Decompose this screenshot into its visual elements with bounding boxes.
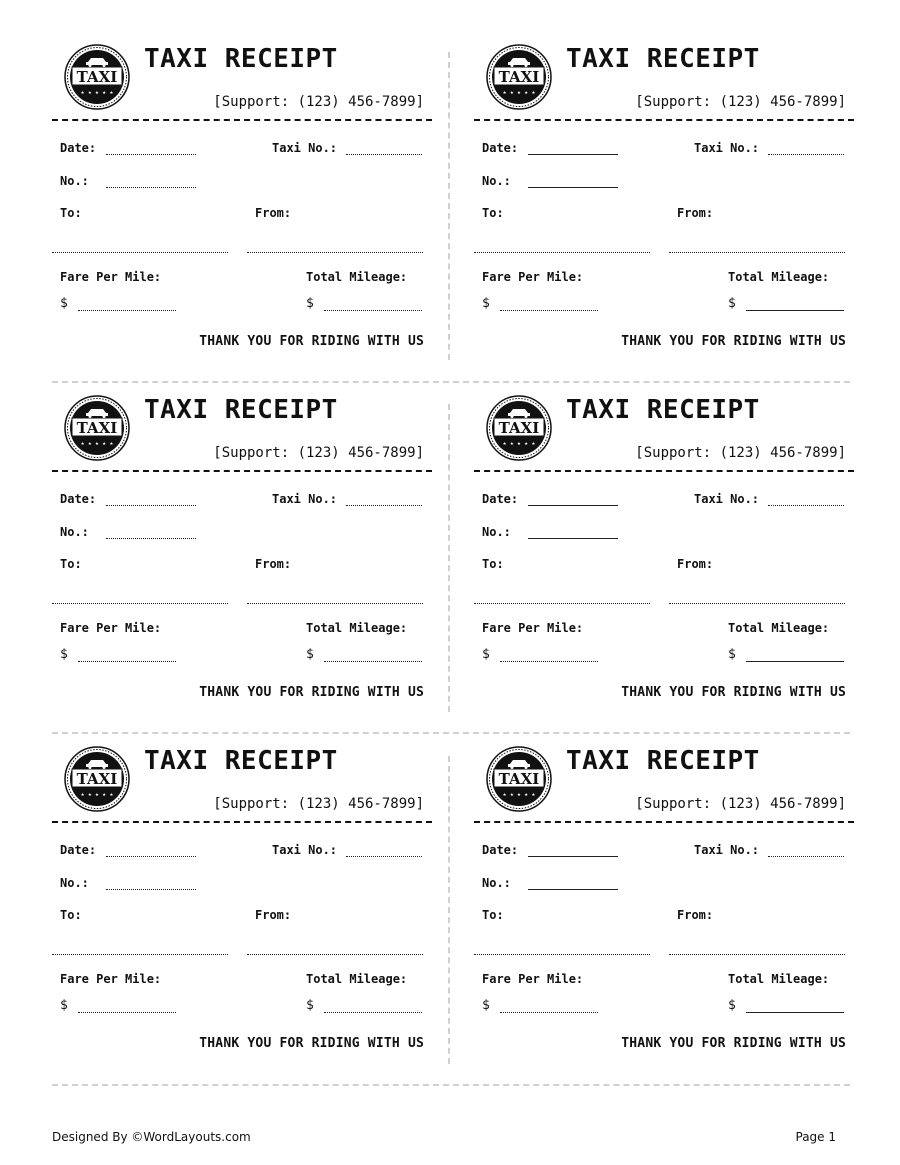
date-label: Date:: [482, 843, 519, 857]
page-number: Page 1: [795, 1130, 836, 1144]
taxi-receipt: [52, 44, 432, 364]
taxi-no-label: Taxi No.:: [694, 492, 760, 506]
total-mileage-label: Total Mileage:: [306, 270, 408, 284]
total-mileage-label: Total Mileage:: [728, 621, 830, 635]
thank-you-note: THANK YOU FOR RIDING WITH US: [621, 334, 846, 349]
taxi-no-label: Taxi No.:: [272, 492, 338, 506]
fare-currency: $: [482, 296, 490, 311]
taxi-no-field[interactable]: [768, 154, 844, 155]
total-mileage-label: Total Mileage:: [306, 621, 408, 635]
total-mileage-field[interactable]: [746, 661, 844, 662]
fare-per-mile-field[interactable]: [78, 310, 176, 311]
fare-currency: $: [482, 647, 490, 662]
number-field[interactable]: [106, 889, 196, 890]
taxi-logo-icon: [486, 746, 552, 812]
taxi-logo-icon: [64, 746, 130, 812]
total-mileage-label: Total Mileage:: [728, 270, 830, 284]
support-phone: [Support: (123) 456-7899]: [635, 796, 846, 812]
total-mileage-field[interactable]: [324, 310, 422, 311]
from-label: From:: [677, 557, 714, 571]
svg-text:★ ★ ★ ★ ★: ★ ★ ★ ★ ★: [502, 791, 536, 798]
mileage-currency: $: [306, 647, 314, 662]
date-label: Date:: [482, 141, 519, 155]
taxi-receipt: [474, 395, 854, 715]
fare-per-mile-label: Fare Per Mile:: [60, 270, 162, 284]
to-field[interactable]: [52, 603, 228, 604]
fare-per-mile-label: Fare Per Mile:: [60, 621, 162, 635]
date-label: Date:: [60, 492, 97, 506]
receipt-title: TAXI RECEIPT: [566, 395, 760, 425]
from-field[interactable]: [247, 252, 423, 253]
date-label: Date:: [482, 492, 519, 506]
taxi-receipt: [474, 746, 854, 1066]
taxi-no-field[interactable]: [346, 505, 422, 506]
support-phone: [Support: (123) 456-7899]: [213, 94, 424, 110]
to-field[interactable]: [52, 954, 228, 955]
fare-per-mile-field[interactable]: [500, 1012, 598, 1013]
taxi-logo-icon: [486, 44, 552, 110]
svg-text:TAXI: TAXI: [498, 770, 540, 788]
number-field[interactable]: [528, 187, 618, 188]
date-field[interactable]: [528, 505, 618, 506]
support-phone: [Support: (123) 456-7899]: [635, 94, 846, 110]
svg-text:TAXI: TAXI: [76, 419, 118, 437]
taxi-no-field[interactable]: [768, 856, 844, 857]
taxi-receipt: [474, 44, 854, 364]
total-mileage-label: Total Mileage:: [306, 972, 408, 986]
from-field[interactable]: [247, 954, 423, 955]
from-label: From:: [255, 206, 292, 220]
header-divider: [52, 821, 432, 823]
thank-you-note: THANK YOU FOR RIDING WITH US: [621, 685, 846, 700]
date-field[interactable]: [106, 856, 196, 857]
date-field[interactable]: [106, 505, 196, 506]
mileage-currency: $: [306, 296, 314, 311]
mileage-currency: $: [728, 296, 736, 311]
to-field[interactable]: [474, 954, 650, 955]
fare-per-mile-label: Fare Per Mile:: [482, 621, 584, 635]
fare-per-mile-label: Fare Per Mile:: [60, 972, 162, 986]
support-phone: [Support: (123) 456-7899]: [213, 796, 424, 812]
to-field[interactable]: [474, 603, 650, 604]
fare-per-mile-field[interactable]: [78, 1012, 176, 1013]
taxi-logo-icon: [64, 395, 130, 461]
taxi-logo-icon: [486, 395, 552, 461]
no-label: No.:: [60, 174, 89, 188]
mileage-currency: $: [306, 998, 314, 1013]
svg-text:★ ★ ★ ★ ★: ★ ★ ★ ★ ★: [80, 89, 114, 96]
no-label: No.:: [482, 525, 511, 539]
support-phone: [Support: (123) 456-7899]: [213, 445, 424, 461]
column-separator: [448, 756, 450, 1064]
total-mileage-field[interactable]: [746, 310, 844, 311]
fare-per-mile-field[interactable]: [500, 661, 598, 662]
from-label: From:: [255, 908, 292, 922]
header-divider: [52, 470, 432, 472]
date-label: Date:: [60, 141, 97, 155]
thank-you-note: THANK YOU FOR RIDING WITH US: [621, 1036, 846, 1051]
taxi-no-field[interactable]: [346, 154, 422, 155]
thank-you-note: THANK YOU FOR RIDING WITH US: [199, 1036, 424, 1051]
header-divider: [474, 470, 854, 472]
taxi-no-label: Taxi No.:: [272, 843, 338, 857]
designer-credit: Designed By ©WordLayouts.com: [52, 1130, 251, 1144]
support-phone: [Support: (123) 456-7899]: [635, 445, 846, 461]
taxi-logo-icon: [64, 44, 130, 110]
number-field[interactable]: [528, 538, 618, 539]
to-label: To:: [482, 557, 504, 571]
to-label: To:: [482, 206, 504, 220]
receipt-title: TAXI RECEIPT: [144, 746, 338, 776]
svg-text:★ ★ ★ ★ ★: ★ ★ ★ ★ ★: [502, 440, 536, 447]
svg-text:★ ★ ★ ★ ★: ★ ★ ★ ★ ★: [80, 440, 114, 447]
date-field[interactable]: [106, 154, 196, 155]
fare-currency: $: [60, 296, 68, 311]
fare-currency: $: [482, 998, 490, 1013]
no-label: No.:: [60, 876, 89, 890]
from-field[interactable]: [669, 603, 845, 604]
svg-text:★ ★ ★ ★ ★: ★ ★ ★ ★ ★: [502, 89, 536, 96]
to-field[interactable]: [474, 252, 650, 253]
from-field[interactable]: [247, 603, 423, 604]
date-label: Date:: [60, 843, 97, 857]
svg-text:★ ★ ★ ★ ★: ★ ★ ★ ★ ★: [80, 791, 114, 798]
receipt-title: TAXI RECEIPT: [144, 395, 338, 425]
svg-text:TAXI: TAXI: [498, 68, 540, 86]
svg-text:TAXI: TAXI: [76, 68, 118, 86]
taxi-receipt: [52, 395, 432, 715]
taxi-no-field[interactable]: [768, 505, 844, 506]
fare-per-mile-label: Fare Per Mile:: [482, 270, 584, 284]
to-label: To:: [60, 557, 82, 571]
fare-per-mile-field[interactable]: [78, 661, 176, 662]
header-divider: [474, 821, 854, 823]
receipt-title: TAXI RECEIPT: [566, 44, 760, 74]
to-label: To:: [482, 908, 504, 922]
mileage-currency: $: [728, 647, 736, 662]
thank-you-note: THANK YOU FOR RIDING WITH US: [199, 685, 424, 700]
column-separator: [448, 404, 450, 712]
taxi-no-label: Taxi No.:: [272, 141, 338, 155]
receipt-title: TAXI RECEIPT: [144, 44, 338, 74]
taxi-no-label: Taxi No.:: [694, 843, 760, 857]
no-label: No.:: [482, 174, 511, 188]
total-mileage-field[interactable]: [324, 1012, 422, 1013]
no-label: No.:: [482, 876, 511, 890]
total-mileage-field[interactable]: [324, 661, 422, 662]
fare-currency: $: [60, 998, 68, 1013]
fare-per-mile-label: Fare Per Mile:: [482, 972, 584, 986]
from-field[interactable]: [669, 252, 845, 253]
row-separator: [52, 1084, 850, 1086]
to-label: To:: [60, 908, 82, 922]
thank-you-note: THANK YOU FOR RIDING WITH US: [199, 334, 424, 349]
total-mileage-label: Total Mileage:: [728, 972, 830, 986]
to-field[interactable]: [52, 252, 228, 253]
receipt-title: TAXI RECEIPT: [566, 746, 760, 776]
svg-text:TAXI: TAXI: [76, 770, 118, 788]
number-field[interactable]: [106, 187, 196, 188]
to-label: To:: [60, 206, 82, 220]
row-separator: [52, 732, 850, 734]
fare-currency: $: [60, 647, 68, 662]
mileage-currency: $: [728, 998, 736, 1013]
date-field[interactable]: [528, 154, 618, 155]
number-field[interactable]: [528, 889, 618, 890]
from-label: From:: [677, 908, 714, 922]
from-field[interactable]: [669, 954, 845, 955]
from-label: From:: [255, 557, 292, 571]
no-label: No.:: [60, 525, 89, 539]
svg-text:TAXI: TAXI: [498, 419, 540, 437]
header-divider: [52, 119, 432, 121]
from-label: From:: [677, 206, 714, 220]
fare-per-mile-field[interactable]: [500, 310, 598, 311]
date-field[interactable]: [528, 856, 618, 857]
number-field[interactable]: [106, 538, 196, 539]
taxi-receipt: [52, 746, 432, 1066]
taxi-no-field[interactable]: [346, 856, 422, 857]
column-separator: [448, 52, 450, 360]
total-mileage-field[interactable]: [746, 1012, 844, 1013]
taxi-no-label: Taxi No.:: [694, 141, 760, 155]
header-divider: [474, 119, 854, 121]
row-separator: [52, 381, 850, 383]
